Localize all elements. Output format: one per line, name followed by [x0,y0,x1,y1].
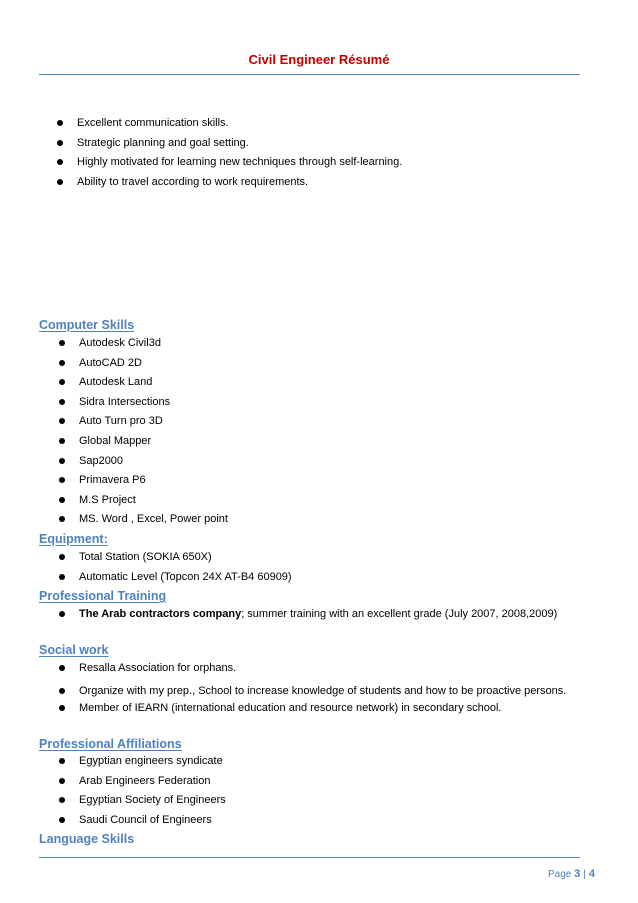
list-item: Sap2000 [57,454,228,474]
list-item: Saudi Council of Engineers [57,813,226,833]
heading-equipment: Equipment: [39,532,108,546]
list-item: Autodesk Land [57,375,228,395]
bullet-icon [59,379,65,385]
intro-list [55,116,402,194]
heading-professional-training: Professional Training [39,589,167,603]
heading-computer-skills: Computer Skills [39,318,135,332]
bullet-icon [59,554,65,560]
bullet-icon [57,120,63,126]
bullet-icon [59,758,65,764]
bullet-icon [59,778,65,784]
list-item: Resalla Association for orphans. [57,661,577,681]
training-details: ; summer training with an excellent grade (July 2007, 2008,2009) [241,608,558,620]
list-item: Arab Engineers Federation [57,774,226,794]
bullet-icon [59,399,65,405]
bullet-icon [59,705,65,711]
bullet-icon [57,159,63,165]
list-item: Highly motivated for learning new techniques through self-learning. [55,155,402,170]
computer-skills-list [57,336,228,532]
list-item: AutoCAD 2D [57,356,228,376]
list-item: Sidra Intersections [57,395,228,415]
bullet-icon [59,340,65,346]
bullet-icon [59,688,65,694]
bullet-icon [59,418,65,424]
page-number: Page 3 | 4 [548,868,595,880]
list-item: Autodesk Civil3d [57,336,228,356]
equipment-list [57,550,292,589]
list-item: Egyptian Society of Engineers [57,793,226,813]
footer-rule [39,857,580,858]
header-rule [39,74,580,75]
professional-affiliations-list [57,754,226,832]
bullet-icon [59,477,65,483]
bullet-icon [57,179,63,185]
bullet-icon [59,611,65,617]
list-item: Organize with my prep., School to increase knowledge of students and how to be proactive persons. [57,681,577,701]
list-item: Excellent communication skills. [55,116,402,131]
list-item: Ability to travel according to work requirements. [55,175,402,190]
bullet-icon [59,516,65,522]
training-company: The Arab contractors company [79,608,242,620]
bullet-icon [57,140,63,146]
bullet-icon [59,665,65,671]
list-item: Auto Turn pro 3D [57,414,228,434]
professional-training-list [57,607,557,627]
page-title: Civil Engineer Résumé [248,52,390,67]
list-item: Egyptian engineers syndicate [57,754,226,774]
list-item [57,607,557,627]
social-work-list [57,661,577,720]
heading-social-work: Social work [39,643,109,657]
bullet-icon [59,497,65,503]
list-item: Member of IEARN (international education and resource network) in secondary school. [57,701,577,721]
bullet-icon [59,458,65,464]
list-item: Total Station (SOKIA 650X) [57,550,292,570]
bullet-icon [59,360,65,366]
list-item: M.S Project [57,493,228,513]
list-item: MS. Word , Excel, Power point [57,512,228,532]
list-item: Strategic planning and goal setting. [55,136,402,151]
bullet-icon [59,438,65,444]
bullet-icon [59,797,65,803]
bullet-icon [59,574,65,580]
list-item: Global Mapper [57,434,228,454]
list-item: Automatic Level (Topcon 24X AT-B4 60909) [57,570,292,590]
heading-professional-affiliations: Professional Affiliations [39,737,182,751]
heading-language-skills: Language Skills [39,832,135,846]
list-item: Primavera P6 [57,473,228,493]
bullet-icon [59,817,65,823]
